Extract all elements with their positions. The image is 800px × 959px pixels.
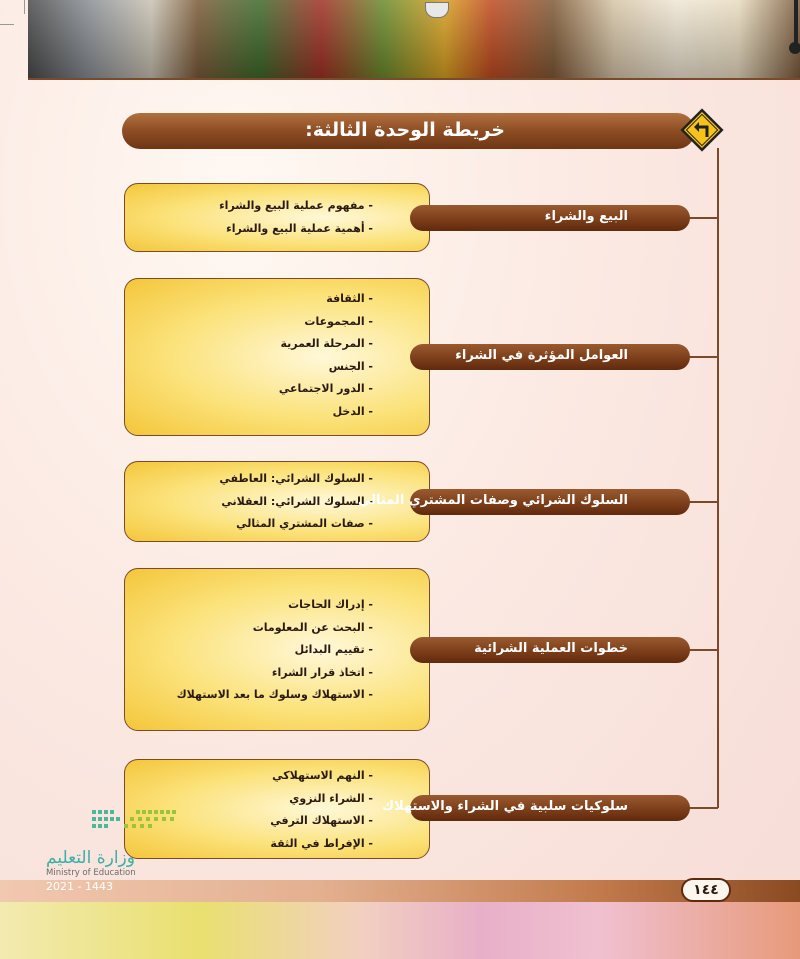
section-box-factors	[124, 278, 430, 436]
list-item: - مفهوم عملية البيع والشراء	[219, 199, 373, 212]
banner-pole	[794, 0, 798, 48]
connector-line	[688, 649, 718, 651]
list-item: - تقييم البدائل	[294, 643, 373, 657]
list-item: - المرحلة العمرية	[280, 337, 373, 351]
ministry-logo-dots-icon	[92, 808, 182, 838]
list-item: - صفات المشتري المثالي	[236, 517, 373, 531]
crop-mark	[0, 24, 14, 25]
unit-title-bar	[122, 113, 695, 149]
list-item: - الإفراط في الثقة	[270, 836, 373, 850]
header-photo-banner	[28, 0, 800, 80]
connector-line	[688, 217, 718, 219]
list-item: - اتخاذ قرار الشراء	[271, 665, 373, 679]
list-item: - البحث عن المعلومات	[252, 620, 373, 634]
section-label: البيع والشراء	[544, 209, 628, 224]
section-label: العوامل المؤثرة في الشراء	[455, 348, 628, 363]
connector-vertical-line	[717, 148, 719, 808]
list-item: - الدخل	[332, 404, 373, 418]
list-item: - إدراك الحاجات	[288, 598, 373, 611]
list-item: - الدور الاجتماعي	[278, 382, 373, 396]
ministry-arabic-name: وزارة التعليم	[46, 848, 135, 868]
list-item: - الجنس	[328, 359, 373, 373]
footer-band	[0, 880, 800, 902]
list-item: - الشراء النزوي	[289, 791, 373, 805]
list-item: - السلوك الشرائي: العقلاني	[221, 494, 373, 508]
list-item: - الثقافة	[326, 292, 373, 305]
edition-year: 2021 - 1443	[46, 880, 113, 893]
banner-pole-dot	[789, 42, 800, 54]
clock-icon	[425, 2, 449, 18]
crop-mark	[24, 0, 25, 14]
connector-line	[688, 501, 718, 503]
list-item: - السلوك الشرائي: العاطفي	[219, 472, 373, 485]
banner-shade	[28, 0, 800, 78]
section-label-pill	[410, 637, 690, 663]
unit-title: خريطة الوحدة الثالثة:	[305, 119, 505, 141]
list-item: - الاستهلاك وسلوك ما بعد الاستهلاك	[176, 688, 373, 702]
section-label-pill	[410, 205, 690, 231]
section-box-buying-steps	[124, 568, 430, 731]
section-label: السلوك الشرائي وصفات المشتري المثالي	[358, 493, 628, 508]
section-label-pill	[382, 795, 690, 821]
turn-sign-icon	[680, 108, 724, 152]
section-label: خطوات العملية الشرائية	[474, 641, 628, 656]
list-item: - أهمية عملية البيع والشراء	[226, 221, 373, 235]
page-number: ١٤٤	[681, 878, 731, 902]
section-label-pill	[410, 344, 690, 370]
section-label-pill	[358, 489, 690, 515]
list-item: - المجموعات	[304, 314, 373, 328]
connector-line	[688, 807, 718, 809]
connector-line	[688, 356, 718, 358]
ministry-english-name: Ministry of Education	[46, 868, 136, 878]
list-item: - النهم الاستهلاكي	[272, 769, 373, 782]
footer-artwork	[0, 902, 800, 959]
section-label: سلوكيات سلبية في الشراء والاستهلاك	[382, 799, 628, 814]
section-box-buying-selling	[124, 183, 430, 252]
list-item: - الاستهلاك الترفي	[270, 814, 373, 828]
